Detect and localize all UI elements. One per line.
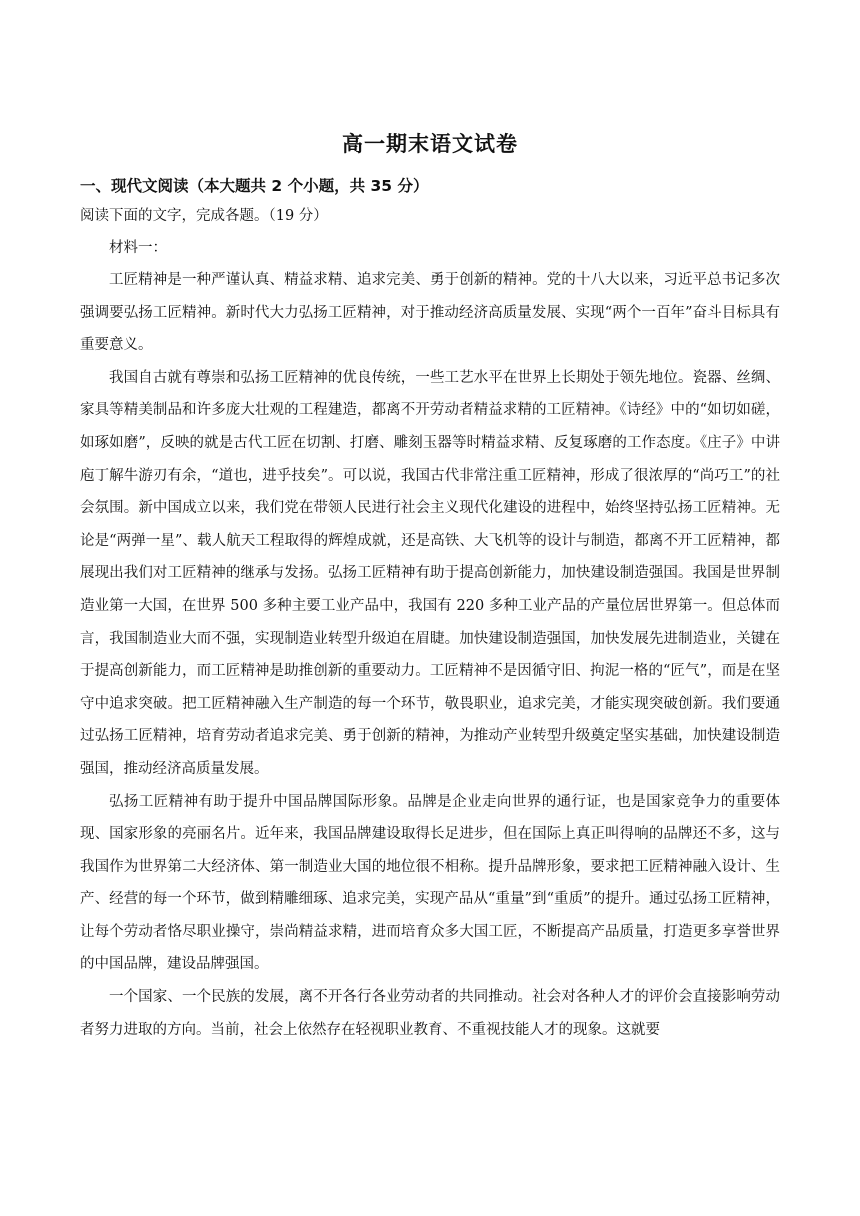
reading-passage <box>80 264 780 1046</box>
passage-paragraph-1: 工匠精神是一种严谨认真、精益求精、追求完美、勇于创新的精神。党的十八大以来，习近平总书记多次强调要弘扬工匠精神。新时代大力弘扬工匠精神，对于推动经济高质量发展、实现“两个一百年”奋斗目标具有重要意义。 <box>80 272 780 354</box>
section-heading: 一、现代文阅读（本大题共 2 个小题，共 35 分） <box>80 177 429 195</box>
page-title: 高一期末语文试卷 <box>342 132 518 156</box>
passage-paragraph-3: 弘扬工匠精神有助于提升中国品牌国际形象。品牌是企业走向世界的通行证，也是国家竞争力的重要体现、国家形象的亮丽名片。近年来，我国品牌建设取得长足进步，但在国际上真正叫得响的品牌还不多，这与我国作为世界第二大经济体、第一制造业大国的地位很不相称。提升品牌形象，要求把工匠精神融入设计、生产、经营的每一个环节，做到精雕细琢、追求完美，实现产品从“重量”到“重质”的提升。通过弘扬工匠精神，让每个劳动者恪尽职业操守，崇尚精益求精，进而培育众多大国工匠，不断提高产品质量，打造更多享誉世界的中国品牌，建设品牌强国。 <box>80 793 780 973</box>
material-label: 材料一： <box>109 240 167 256</box>
passage-paragraph-2: 我国自古就有尊崇和弘扬工匠精神的优良传统，一些工艺水平在世界上长期处于领先地位。瓷器、丝绸、家具等精美制品和许多庞大壮观的工程建造，都离不开劳动者精益求精的工匠精神。《诗经》中的“如切如磋，如琢如磨”，反映的就是古代工匠在切割、打磨、雕刻玉器等时精益求精、反复琢磨的工作态度。《庄子》中讲庖丁解牛游刃有余，“道也，进乎技矣”。可以说，我国古代非常注重工匠精神，形成了很浓厚的“尚巧工”的社会氛围。新中国成立以来，我们党在带领人民进行社会主义现代化建设的进程中，始终坚持弘扬工匠精神。无论是“两弹一星”、载人航天工程取得的辉煌成就，还是高铁、大飞机等的设计与制造，都离不开工匠精神，都展现出我们对工匠精神的继承与发扬。弘扬工匠精神有助于提高创新能力，加快建设制造强国。我国是世界制造业第一大国，在世界 500 多种主要工业产品中，我国有 220 多种工业产品的产量位居世界第一。但总体而言，我国制造业大而不强，实现制造业转型升级迫在眉睫。加快建设制造强国，加快发展先进制造业，关键在于提高创新能力，而工匠精神是助推创新的重要动力。工匠精神不是因循守旧、拘泥一格的“匠气”，而是在坚守中追求突破。把工匠精神融入生产制造的每一个环节，敬畏职业，追求完美，才能实现突破创新。我们要通过弘扬工匠精神，培育劳动者追求完美、勇于创新的精神，为推动产业转型升级奠定坚实基础，加快建设制造强国，推动经济高质量发展。 <box>80 369 780 777</box>
passage-paragraph-4: 一个国家、一个民族的发展，离不开各行各业劳动者的共同推动。社会对各种人才的评价会直接影响劳动者努力进取的方向。当前，社会上依然存在轻视职业教育、不重视技能人才的现象。这就要 <box>80 989 780 1038</box>
question-instruction: 阅读下面的文字，完成各题。（19 分） <box>80 208 328 224</box>
